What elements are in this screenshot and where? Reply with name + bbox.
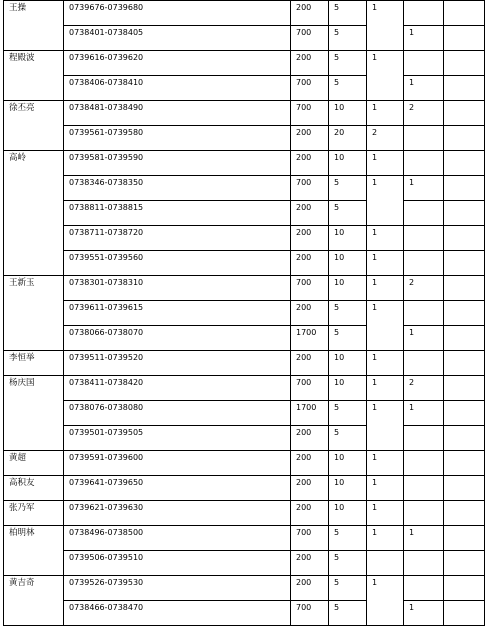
amount-cell: 200 <box>291 251 329 276</box>
blank-cell <box>444 276 485 301</box>
table-row <box>4 26 485 51</box>
extra-count-cell <box>404 1 444 26</box>
extra-count-cell <box>404 476 444 501</box>
count-cell: 1 <box>367 51 404 101</box>
extra-count-cell: 1 <box>404 76 444 101</box>
table-row <box>4 326 485 351</box>
person-name-cell: 柏明林 <box>4 526 64 576</box>
blank-cell <box>444 201 485 226</box>
person-name-cell: 程殿波 <box>4 51 64 101</box>
blank-cell <box>444 501 485 526</box>
amount-cell: 700 <box>291 601 329 626</box>
count-cell: 1 <box>367 101 404 126</box>
count-cell: 1 <box>367 451 404 476</box>
person-name-cell: 高岭 <box>4 151 64 276</box>
amount-cell: 700 <box>291 526 329 551</box>
amount-cell: 200 <box>291 426 329 451</box>
ledger-table <box>3 0 485 626</box>
table-row <box>4 501 485 526</box>
extra-count-cell: 1 <box>404 26 444 51</box>
count-cell <box>367 551 404 576</box>
quantity-cell: 20 <box>329 126 367 151</box>
quantity-cell: 5 <box>329 176 367 201</box>
quantity-cell: 10 <box>329 251 367 276</box>
table-row <box>4 401 485 426</box>
table-row <box>4 151 485 176</box>
serial-range-cell: 0739526-0739530 <box>64 576 291 601</box>
count-cell: 1 <box>367 251 404 276</box>
amount-cell: 200 <box>291 501 329 526</box>
person-name-cell: 王操 <box>4 1 64 51</box>
serial-range-cell: 0739506-0739510 <box>64 551 291 576</box>
amount-cell: 1700 <box>291 401 329 426</box>
count-cell: 1 <box>367 301 404 351</box>
table-row <box>4 76 485 101</box>
extra-count-cell <box>404 251 444 276</box>
amount-cell: 200 <box>291 451 329 476</box>
blank-cell <box>444 326 485 351</box>
serial-range-cell: 0739511-0739520 <box>64 351 291 376</box>
serial-range-cell: 0739581-0739590 <box>64 151 291 176</box>
quantity-cell: 10 <box>329 151 367 176</box>
blank-cell <box>444 126 485 151</box>
extra-count-cell <box>404 501 444 526</box>
person-name-cell: 王新玉 <box>4 276 64 351</box>
count-cell: 1 <box>367 526 404 551</box>
blank-cell <box>444 51 485 76</box>
ledger-body <box>4 1 485 626</box>
serial-range-cell: 0738481-0738490 <box>64 101 291 126</box>
serial-range-cell: 0739591-0739600 <box>64 451 291 476</box>
extra-count-cell: 2 <box>404 101 444 126</box>
extra-count-cell <box>404 576 444 601</box>
serial-range-cell: 0738301-0738310 <box>64 276 291 301</box>
amount-cell: 700 <box>291 176 329 201</box>
count-cell: 1 <box>367 401 404 451</box>
count-cell: 1 <box>367 501 404 526</box>
person-name-cell: 张乃军 <box>4 501 64 526</box>
count-cell: 1 <box>367 351 404 376</box>
blank-cell <box>444 176 485 201</box>
quantity-cell: 5 <box>329 326 367 351</box>
blank-cell <box>444 76 485 101</box>
serial-range-cell: 0739676-0739680 <box>64 1 291 26</box>
blank-cell <box>444 401 485 426</box>
blank-cell <box>444 526 485 551</box>
extra-count-cell: 2 <box>404 376 444 401</box>
serial-range-cell: 0738066-0738070 <box>64 326 291 351</box>
quantity-cell: 5 <box>329 1 367 26</box>
count-cell: 1 <box>367 576 404 626</box>
table-row <box>4 176 485 201</box>
person-name-cell: 黄吉奇 <box>4 576 64 626</box>
amount-cell: 200 <box>291 151 329 176</box>
amount-cell: 200 <box>291 51 329 76</box>
serial-range-cell: 0738076-0738080 <box>64 401 291 426</box>
table-row <box>4 376 485 401</box>
amount-cell: 200 <box>291 1 329 26</box>
table-row <box>4 301 485 326</box>
blank-cell <box>444 576 485 601</box>
serial-range-cell: 0738406-0738410 <box>64 76 291 101</box>
quantity-cell: 10 <box>329 476 367 501</box>
quantity-cell: 5 <box>329 401 367 426</box>
quantity-cell: 5 <box>329 201 367 226</box>
serial-range-cell: 0738811-0738815 <box>64 201 291 226</box>
table-row <box>4 251 485 276</box>
quantity-cell: 10 <box>329 376 367 401</box>
amount-cell: 200 <box>291 301 329 326</box>
amount-cell: 1700 <box>291 326 329 351</box>
extra-count-cell <box>404 451 444 476</box>
serial-range-cell: 0739551-0739560 <box>64 251 291 276</box>
serial-range-cell: 0739621-0739630 <box>64 501 291 526</box>
quantity-cell: 10 <box>329 276 367 301</box>
serial-range-cell: 0738346-0738350 <box>64 176 291 201</box>
serial-range-cell: 0738496-0738500 <box>64 526 291 551</box>
amount-cell: 700 <box>291 26 329 51</box>
quantity-cell: 5 <box>329 526 367 551</box>
quantity-cell: 5 <box>329 551 367 576</box>
amount-cell: 700 <box>291 276 329 301</box>
blank-cell <box>444 351 485 376</box>
table-row <box>4 426 485 451</box>
blank-cell <box>444 551 485 576</box>
extra-count-cell <box>404 426 444 451</box>
serial-range-cell: 0738711-0738720 <box>64 226 291 251</box>
extra-count-cell <box>404 351 444 376</box>
extra-count-cell <box>404 201 444 226</box>
extra-count-cell <box>404 51 444 76</box>
amount-cell: 200 <box>291 476 329 501</box>
extra-count-cell: 1 <box>404 326 444 351</box>
serial-range-cell: 0739616-0739620 <box>64 51 291 76</box>
serial-range-cell: 0739501-0739505 <box>64 426 291 451</box>
table-row <box>4 476 485 501</box>
serial-range-cell: 0738401-0738405 <box>64 26 291 51</box>
amount-cell: 200 <box>291 201 329 226</box>
blank-cell <box>444 101 485 126</box>
quantity-cell: 5 <box>329 426 367 451</box>
serial-range-cell: 0739561-0739580 <box>64 126 291 151</box>
table-row <box>4 226 485 251</box>
count-cell: 1 <box>367 476 404 501</box>
amount-cell: 200 <box>291 126 329 151</box>
blank-cell <box>444 1 485 26</box>
person-name-cell: 徐丕亮 <box>4 101 64 151</box>
amount-cell: 200 <box>291 351 329 376</box>
quantity-cell: 5 <box>329 51 367 76</box>
serial-range-cell: 0738411-0738420 <box>64 376 291 401</box>
blank-cell <box>444 601 485 626</box>
count-cell: 1 <box>367 276 404 301</box>
table-row <box>4 526 485 551</box>
extra-count-cell <box>404 551 444 576</box>
table-row <box>4 451 485 476</box>
amount-cell: 200 <box>291 576 329 601</box>
blank-cell <box>444 451 485 476</box>
quantity-cell: 5 <box>329 601 367 626</box>
quantity-cell: 5 <box>329 576 367 601</box>
quantity-cell: 5 <box>329 26 367 51</box>
person-name-cell: 黄超 <box>4 451 64 476</box>
table-row <box>4 276 485 301</box>
blank-cell <box>444 476 485 501</box>
count-cell: 1 <box>367 151 404 176</box>
extra-count-cell: 2 <box>404 276 444 301</box>
person-name-cell: 杨庆国 <box>4 376 64 451</box>
serial-range-cell: 0739611-0739615 <box>64 301 291 326</box>
table-row <box>4 51 485 76</box>
count-cell: 1 <box>367 226 404 251</box>
amount-cell: 700 <box>291 376 329 401</box>
count-cell: 1 <box>367 376 404 401</box>
blank-cell <box>444 226 485 251</box>
blank-cell <box>444 301 485 326</box>
count-cell: 1 <box>367 176 404 226</box>
table-row <box>4 576 485 601</box>
table-row <box>4 351 485 376</box>
quantity-cell: 10 <box>329 226 367 251</box>
extra-count-cell <box>404 126 444 151</box>
amount-cell: 200 <box>291 226 329 251</box>
person-name-cell: 李恒举 <box>4 351 64 376</box>
extra-count-cell: 1 <box>404 176 444 201</box>
table-row <box>4 551 485 576</box>
extra-count-cell: 1 <box>404 601 444 626</box>
extra-count-cell <box>404 226 444 251</box>
blank-cell <box>444 151 485 176</box>
amount-cell: 700 <box>291 76 329 101</box>
count-cell: 1 <box>367 1 404 51</box>
extra-count-cell <box>404 301 444 326</box>
amount-cell: 200 <box>291 551 329 576</box>
quantity-cell: 10 <box>329 451 367 476</box>
table-row <box>4 1 485 26</box>
blank-cell <box>444 376 485 401</box>
quantity-cell: 10 <box>329 101 367 126</box>
serial-range-cell: 0738466-0738470 <box>64 601 291 626</box>
blank-cell <box>444 251 485 276</box>
serial-range-cell: 0739641-0739650 <box>64 476 291 501</box>
table-row <box>4 601 485 626</box>
count-cell: 2 <box>367 126 404 151</box>
quantity-cell: 5 <box>329 76 367 101</box>
amount-cell: 700 <box>291 101 329 126</box>
person-name-cell: 高积友 <box>4 476 64 501</box>
quantity-cell: 10 <box>329 501 367 526</box>
quantity-cell: 5 <box>329 301 367 326</box>
table-row <box>4 101 485 126</box>
blank-cell <box>444 26 485 51</box>
quantity-cell: 10 <box>329 351 367 376</box>
table-row <box>4 126 485 151</box>
extra-count-cell: 1 <box>404 401 444 426</box>
table-row <box>4 201 485 226</box>
blank-cell <box>444 426 485 451</box>
extra-count-cell <box>404 151 444 176</box>
extra-count-cell: 1 <box>404 526 444 551</box>
